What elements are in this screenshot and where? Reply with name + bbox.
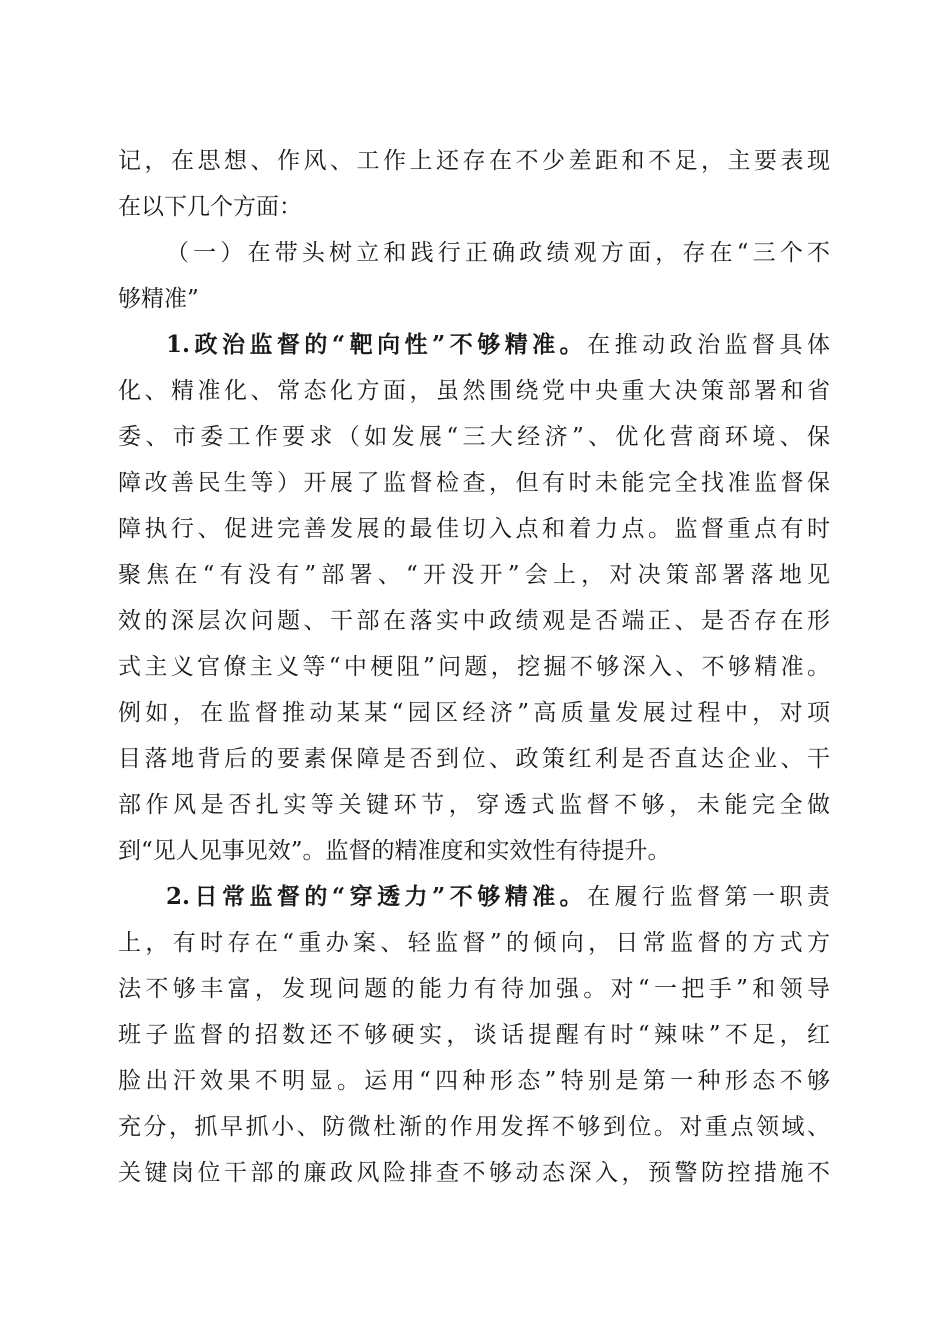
item-1-first-line-text: 在推动政治监督具体 <box>587 332 830 358</box>
intro-paragraph <box>118 138 830 230</box>
item-2-heading: 2.日常监督的“穿透力”不够精准。 <box>166 883 588 910</box>
item-2-first-line-text: 在履行监督第一职责 <box>587 884 830 910</box>
text-line: 障执行、促进完善发展的最佳切入点和着力点。监督重点有时 <box>118 516 830 542</box>
item-1-heading: 1.政治监督的“靶向性”不够精准。 <box>166 331 588 358</box>
section-heading <box>118 230 830 322</box>
text-line: 到“见人见事见效”。监督的精准度和实效性有待提升。 <box>118 838 671 864</box>
text-line: 障改善民生等）开展了监督检查，但有时未能完全找准监督保 <box>118 470 830 496</box>
text-line: 脸出汗效果不明显。运用“四种形态”特别是第一种形态不够 <box>118 1068 830 1094</box>
item-1-paragraph <box>118 322 830 874</box>
section-heading-line: （一）在带头树立和践行正确政绩观方面，存在“三个不 <box>166 240 830 266</box>
text-line: 法不够丰富，发现问题的能力有待加强。对“一把手”和领导 <box>118 976 830 1002</box>
text-line: 式主义官僚主义等“中梗阻”问题，挖掘不够深入、不够精准。 <box>118 654 830 680</box>
item-1-first-line <box>118 322 830 368</box>
text-line: 充分，抓早抓小、防微杜渐的作用发挥不够到位。对重点领域、 <box>118 1114 830 1140</box>
text-line: 化、精准化、常态化方面，虽然围绕党中央重大决策部署和省 <box>118 378 830 404</box>
text-line: 班子监督的招数还不够硬实，谈话提醒有时“辣味”不足，红 <box>118 1022 830 1048</box>
text-line: 例如，在监督推动某某“园区经济”高质量发展过程中，对项 <box>118 700 830 726</box>
text-line: 部作风是否扎实等关键环节，穿透式监督不够，未能完全做 <box>118 792 830 818</box>
document-page <box>118 138 830 1196</box>
text-line: 在以下几个方面： <box>118 194 302 220</box>
section-heading-line: 够精准” <box>118 286 199 312</box>
text-line: 聚焦在“有没有”部署、“开没开”会上，对决策部署落地见 <box>118 562 830 588</box>
text-line: 效的深层次问题、干部在落实中政绩观是否端正、是否存在形 <box>118 608 830 634</box>
text-line: 目落地背后的要素保障是否到位、政策红利是否直达企业、干 <box>118 746 830 772</box>
item-2-paragraph <box>118 874 830 1196</box>
text-line: 记，在思想、作风、工作上还存在不少差距和不足，主要表现 <box>118 148 830 174</box>
text-line: 关键岗位干部的廉政风险排查不够动态深入，预警防控措施不 <box>118 1160 830 1186</box>
text-line: 上，有时存在“重办案、轻监督”的倾向，日常监督的方式方 <box>118 930 830 956</box>
text-line: 委、市委工作要求（如发展“三大经济”、优化营商环境、保 <box>118 424 830 450</box>
item-2-first-line <box>118 874 830 920</box>
